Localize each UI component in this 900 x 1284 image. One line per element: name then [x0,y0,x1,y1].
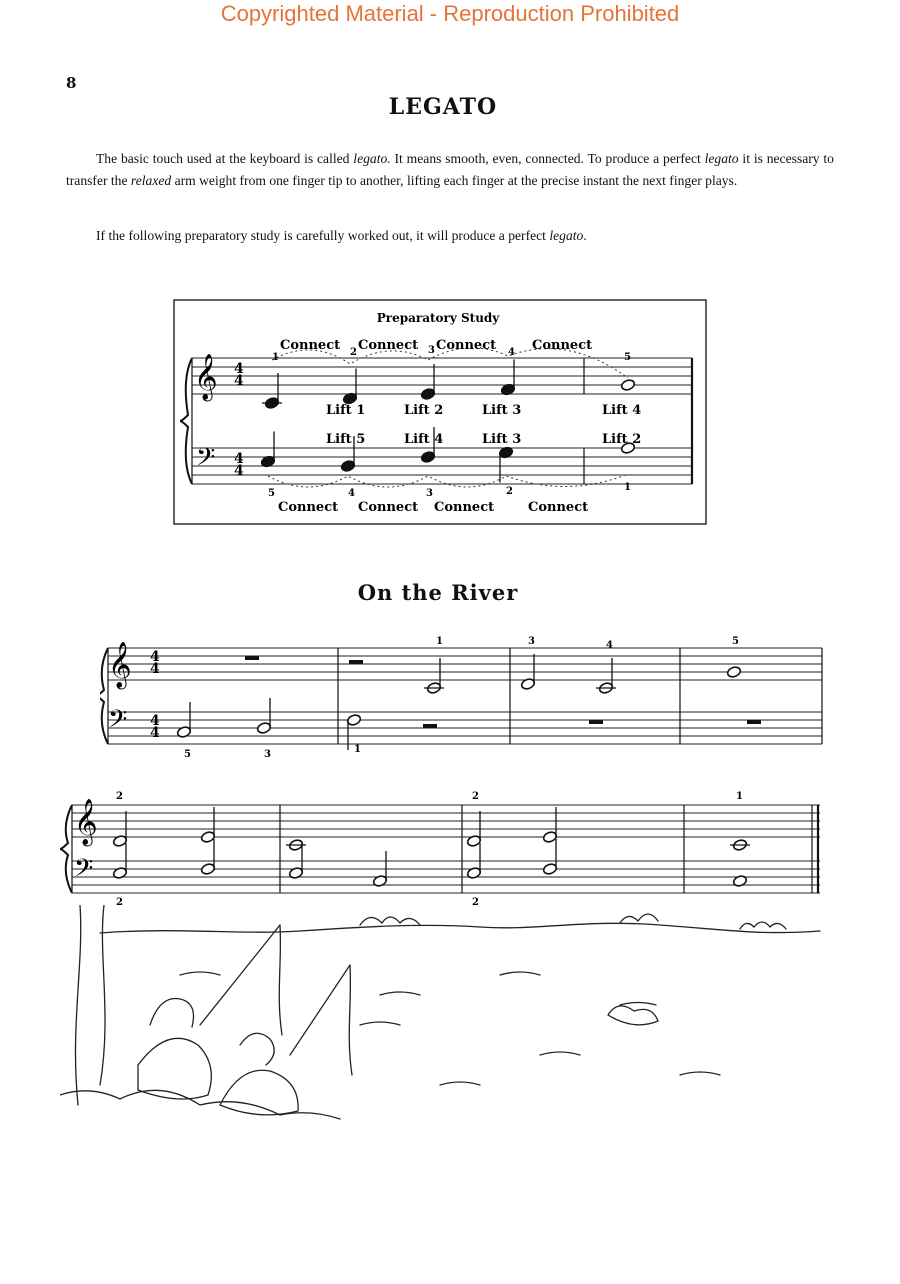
finger-number: 2 [116,791,123,802]
note-head [732,875,747,888]
lift-label: Lift 3 [482,403,522,418]
bass-clef: 𝄢 [108,705,128,740]
finger-number: 5 [268,488,275,499]
finger-number: 2 [350,347,357,358]
fishing-rod [200,925,350,1055]
bass-fingerings [184,744,361,760]
finger-number: 1 [736,791,743,802]
lift-label: Lift 4 [602,403,642,418]
legato-term: legato. [353,151,391,166]
copyright-watermark: Copyrighted Material - Reproduction Prohibited [220,1,680,26]
half-rest [423,724,437,728]
page-number: 8 [66,74,77,92]
finger-number: 5 [732,636,739,647]
preparatory-study-figure [172,298,710,528]
whole-rest [245,656,259,660]
lift-label: Lift 1 [326,403,366,418]
fishing-line [279,925,352,1075]
connect-label: Connect [280,338,341,353]
system-brace [180,358,192,484]
connect-labels-top [280,338,592,353]
time-signature-bottom: 4 [234,463,244,479]
page-title: LEGATO [388,94,498,120]
system-brace [100,648,108,744]
score-system-2 [60,785,840,905]
lift-label: Lift 3 [482,432,522,447]
finger-number: 5 [184,749,191,760]
treble-clef: 𝄞 [194,354,218,400]
bass-clef: 𝄢 [74,854,94,889]
relaxed-term: relaxed [130,173,172,188]
treble-clef: 𝄞 [74,799,98,845]
finger-number: 2 [506,486,513,497]
grand-staff [60,799,820,893]
connect-label: Connect [278,500,339,515]
lift-label: Lift 2 [404,403,444,418]
system-brace [60,805,72,893]
finger-number: 3 [426,488,433,499]
finger-number: 2 [472,897,479,905]
finger-number: 4 [606,640,613,651]
lift-label: Lift 4 [404,432,444,447]
finger-number: 3 [264,749,271,760]
time-signature-top: 4 [234,361,244,377]
boy-figure [138,999,211,1099]
lift-label: Lift 2 [602,432,642,447]
water-ripples [180,972,720,1085]
preparatory-heading: Preparatory Study [376,311,500,325]
song-title: On the River [357,580,519,605]
time-signature-bottom: 4 [150,661,160,677]
shore-shrubs [360,914,786,929]
treble-clef: 𝄞 [108,642,132,688]
intro-text: it is necessary to transfer the [66,151,834,188]
intro-text: If the following preparatory study is carefully worked out, it will produce a perfect [96,228,550,243]
time-signature-top: 4 [234,451,244,467]
treble-lift-labels [326,403,641,418]
lift-label: Lift 5 [326,432,366,447]
time-signature-top: 4 [150,649,160,665]
whole-rest [747,720,761,724]
grand-staff [100,642,822,750]
connect-label: Connect [436,338,497,353]
connect-labels-bottom [278,500,588,515]
finger-number: 5 [624,352,631,363]
treble-fingerings [436,636,739,651]
finger-number: 2 [116,897,123,905]
finger-number: 3 [528,636,535,647]
time-signature-bottom: 4 [150,725,160,741]
intro-paragraph-2 [66,225,834,247]
time-signature-top: 4 [150,713,160,729]
connect-label: Connect [528,500,589,515]
legato-term: legato [549,228,584,243]
connect-label: Connect [358,338,419,353]
intro-text: . [583,228,587,243]
far-shore [100,923,820,933]
finger-number: 4 [508,347,515,358]
treble-fingerings [116,791,743,802]
connect-label: Connect [434,500,495,515]
finger-number: 3 [428,345,435,356]
legato-term: legato [704,151,739,166]
finger-number: 1 [624,482,631,493]
bass-lift-labels [326,432,641,447]
intro-text: The basic touch used at the keyboard is called [96,151,354,166]
note-head [620,379,635,392]
child-figure [220,1033,298,1115]
legato-slur-bottom [268,474,628,487]
bass-fingerings [116,897,479,905]
finger-number: 1 [354,744,361,755]
river-illustration [60,905,830,1135]
finger-number: 2 [472,791,479,802]
intro-text: arm weight from one finger tip to another, lifting each finger at the precise instant the next finger plays. [171,173,738,188]
finger-number: 1 [272,352,279,363]
note-head [726,666,741,679]
time-signature-bottom: 4 [234,373,244,389]
connect-label: Connect [358,500,419,515]
bass-clef: 𝄢 [196,443,216,478]
score-system-1 [100,630,830,770]
tree-trunk [75,905,105,1105]
connect-label: Connect [532,338,593,353]
intro-text: It means smooth, even, connected. To produce a perfect [390,151,705,166]
finger-number: 4 [348,488,355,499]
whole-rest [589,720,603,724]
intro-paragraph-1 [66,148,834,192]
finger-number: 1 [436,636,443,647]
duck-on-water [608,1006,658,1025]
half-rest [349,660,363,664]
